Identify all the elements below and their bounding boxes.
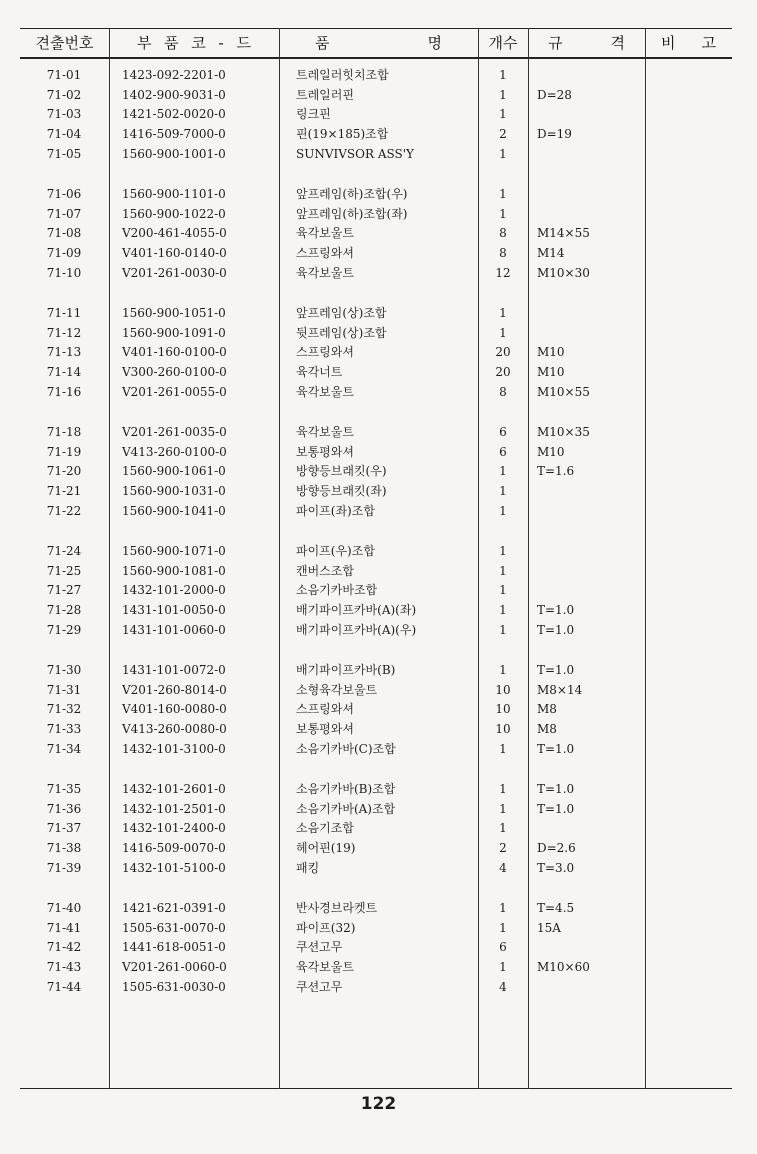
table-row (0, 601, 757, 620)
cell-no: 71-27 (46, 583, 82, 598)
cell-qty: 1 (499, 563, 507, 578)
cell-no: 71-28 (46, 603, 82, 618)
header-code (109, 30, 279, 56)
cell-qty: 12 (495, 265, 511, 280)
cell-qty: 6 (499, 444, 507, 459)
header-code-ch2: 품 (164, 34, 179, 52)
cell-qty: 20 (495, 345, 511, 360)
cell-code: 1505-631-0070-0 (122, 920, 226, 935)
cell-qty: 10 (495, 722, 511, 737)
cell-name: 육각보울트 (296, 425, 354, 439)
cell-no: 71-18 (46, 425, 82, 439)
cell-code: V401-160-0100-0 (122, 345, 227, 360)
cell-code: 1416-509-7000-0 (122, 127, 226, 142)
table-row (0, 105, 757, 124)
cell-no: 71-32 (46, 702, 82, 717)
cell-qty: 1 (499, 901, 507, 915)
header-name-ch2: 명 (427, 34, 442, 52)
cell-spec: T=1.0 (537, 622, 575, 637)
cell-name: 소음기카바(C)조합 (296, 741, 396, 756)
header-code-ch5: 드 (236, 34, 251, 52)
cell-code: 1431-101-0060-0 (122, 622, 226, 637)
cell-code: V413-260-0080-0 (122, 722, 227, 737)
header-bottom-rule (20, 57, 732, 59)
cell-spec: T=1.0 (537, 741, 575, 756)
cell-code: 1560-900-1101-0 (122, 187, 226, 201)
header-qty: 개수 (488, 34, 518, 52)
page-number: 122 (360, 1094, 397, 1114)
cell-spec: M8 (537, 722, 557, 737)
cell-no: 71-03 (46, 107, 82, 122)
cell-no: 71-22 (46, 503, 82, 518)
cell-code: 1431-101-0072-0 (122, 663, 226, 677)
cell-qty: 1 (499, 821, 507, 836)
header-code-ch3: 코 (191, 34, 206, 52)
header-code-ch1: 부 (137, 34, 152, 52)
cell-qty: 6 (499, 940, 507, 955)
cell-no: 71-19 (46, 444, 82, 459)
cell-qty: 6 (499, 425, 507, 439)
table-row (0, 324, 757, 343)
cell-qty: 1 (499, 503, 507, 518)
cell-qty: 1 (499, 68, 507, 82)
cell-code: 1560-900-1061-0 (122, 464, 226, 479)
cell-no: 71-01 (46, 68, 82, 82)
table-row (0, 958, 757, 977)
cell-name: 쿠션고무 (296, 940, 343, 955)
cell-spec: D=19 (537, 127, 572, 142)
cell-name: 방향등브래킷(우) (296, 464, 387, 479)
cell-code: 1560-900-1022-0 (122, 206, 226, 221)
cell-qty: 1 (499, 741, 507, 756)
cell-name: 보통평와셔 (296, 444, 354, 459)
header-name (279, 30, 478, 56)
cell-qty: 1 (499, 622, 507, 637)
table-row (0, 919, 757, 938)
table-row (0, 423, 757, 442)
table-row (0, 542, 757, 561)
cell-qty: 1 (499, 583, 507, 598)
cell-name: 반사경브라켓트 (296, 901, 378, 915)
cell-code: V200-461-4055-0 (122, 226, 227, 241)
cell-code: 1421-502-0020-0 (122, 107, 226, 122)
cell-no: 71-42 (46, 940, 82, 955)
cell-spec: T=1.6 (537, 464, 575, 479)
table-row (0, 661, 757, 680)
cell-name: 소음기조합 (296, 821, 354, 836)
cell-qty: 10 (495, 702, 511, 717)
cell-qty: 1 (499, 544, 507, 558)
table-row (0, 978, 757, 997)
table-row (0, 145, 757, 164)
table-row (0, 205, 757, 224)
cell-no: 71-43 (46, 960, 82, 975)
table-row (0, 819, 757, 838)
cell-spec: M14 (537, 246, 565, 261)
cell-no: 71-09 (46, 246, 82, 261)
cell-no: 71-24 (46, 544, 82, 558)
table-row (0, 899, 757, 918)
cell-qty: 1 (499, 107, 507, 122)
cell-name: 앞프레임(하)조합(우) (296, 187, 408, 201)
cell-code: 1560-900-1071-0 (122, 544, 226, 558)
cell-name: 육각너트 (296, 365, 343, 380)
cell-spec: T=1.0 (537, 801, 575, 816)
header-name-ch1: 품 (315, 34, 330, 52)
table-row (0, 938, 757, 957)
cell-no: 71-21 (46, 484, 82, 499)
table-row (0, 482, 757, 501)
cell-qty: 8 (499, 246, 507, 261)
cell-spec: M10×60 (537, 960, 590, 975)
table-row (0, 681, 757, 700)
header-no: 견출번호 (35, 34, 94, 52)
cell-qty: 1 (499, 782, 507, 796)
cell-qty: 2 (499, 127, 507, 142)
cell-name: 육각보울트 (296, 960, 354, 975)
cell-no: 71-29 (46, 622, 82, 637)
table-row (0, 125, 757, 144)
cell-name: 파이프(우)조합 (296, 544, 375, 558)
cell-name: 배기파이프카바(B) (296, 663, 396, 677)
cell-name: 소음기카바(B)조합 (296, 782, 396, 796)
cell-code: V201-261-0060-0 (122, 960, 227, 975)
cell-code: 1402-900-9031-0 (122, 87, 226, 102)
cell-code: V300-260-0100-0 (122, 365, 227, 380)
table-row (0, 462, 757, 481)
cell-spec: T=1.0 (537, 782, 575, 796)
table-row (0, 383, 757, 402)
cell-spec: M10 (537, 365, 565, 380)
cell-no: 71-05 (46, 146, 82, 161)
cell-no: 71-33 (46, 722, 82, 737)
cell-name: 방향등브래킷(좌) (296, 484, 387, 499)
cell-code: 1432-101-2601-0 (122, 782, 226, 796)
cell-code: 1560-900-1051-0 (122, 306, 226, 320)
cell-spec: M10 (537, 345, 565, 360)
table-row (0, 581, 757, 600)
cell-no: 71-44 (46, 979, 82, 994)
cell-spec: T=1.0 (537, 603, 575, 618)
cell-no: 71-08 (46, 226, 82, 241)
cell-qty: 1 (499, 206, 507, 221)
cell-qty: 1 (499, 187, 507, 201)
cell-no: 71-02 (46, 87, 82, 102)
cell-no: 71-38 (46, 841, 82, 856)
cell-name: 소음기카바조합 (296, 583, 378, 598)
cell-no: 71-37 (46, 821, 82, 836)
cell-qty: 4 (499, 979, 507, 994)
cell-spec: M14×55 (537, 226, 590, 241)
cell-code: 1416-509-0070-0 (122, 841, 226, 856)
table-top-rule (20, 28, 732, 29)
cell-no: 71-04 (46, 127, 82, 142)
cell-no: 71-34 (46, 741, 82, 756)
cell-qty: 1 (499, 146, 507, 161)
table-row (0, 740, 757, 759)
cell-code: 1505-631-0030-0 (122, 979, 226, 994)
cell-qty: 1 (499, 464, 507, 479)
cell-qty: 1 (499, 920, 507, 935)
cell-name: 배기파이프카바(A)(좌) (296, 603, 417, 618)
cell-no: 71-13 (46, 345, 82, 360)
cell-code: 1441-618-0051-0 (122, 940, 226, 955)
table-row (0, 502, 757, 521)
cell-spec: T=4.5 (537, 901, 575, 915)
cell-spec: D=28 (537, 87, 572, 102)
cell-qty: 1 (499, 663, 507, 677)
table-row (0, 720, 757, 739)
table-row (0, 343, 757, 362)
header-note-ch2: 고 (701, 34, 716, 52)
cell-name: 앞프레임(상)조합 (296, 306, 387, 320)
cell-name: 배기파이프카바(A)(우) (296, 622, 417, 637)
table-row (0, 780, 757, 799)
cell-code: V201-260-8014-0 (122, 682, 227, 697)
cell-no: 71-10 (46, 265, 82, 280)
cell-code: V201-261-0055-0 (122, 384, 227, 399)
cell-no: 71-35 (46, 782, 82, 796)
header-spec-ch1: 규 (548, 34, 563, 52)
cell-spec: D=2.6 (537, 841, 576, 856)
cell-name: 헤어핀(19) (296, 841, 356, 856)
cell-no: 71-07 (46, 206, 82, 221)
table-row (0, 244, 757, 263)
cell-code: 1432-101-5100-0 (122, 860, 226, 875)
cell-no: 71-41 (46, 920, 82, 935)
table-row (0, 86, 757, 105)
cell-name: 보통평와셔 (296, 722, 354, 737)
cell-name: 소음기카바(A)조합 (296, 801, 396, 816)
cell-code: 1432-101-3100-0 (122, 741, 226, 756)
cell-no: 71-12 (46, 325, 82, 340)
cell-name: 앞프레임(하)조합(좌) (296, 206, 408, 221)
cell-no: 71-40 (46, 901, 82, 915)
cell-code: V201-261-0035-0 (122, 425, 227, 439)
cell-code: 1560-900-1031-0 (122, 484, 226, 499)
table-row (0, 185, 757, 204)
cell-qty: 1 (499, 325, 507, 340)
cell-no: 71-31 (46, 682, 82, 697)
cell-spec: M8 (537, 702, 557, 717)
cell-code: 1560-900-1041-0 (122, 503, 226, 518)
cell-name: 트레일러힛치조합 (296, 68, 389, 82)
cell-no: 71-39 (46, 860, 82, 875)
cell-no: 71-16 (46, 384, 82, 399)
cell-code: V201-261-0030-0 (122, 265, 227, 280)
cell-code: V401-160-0080-0 (122, 702, 227, 717)
header-note-ch1: 비 (661, 34, 676, 52)
cell-qty: 1 (499, 603, 507, 618)
cell-no: 71-14 (46, 365, 82, 380)
cell-qty: 1 (499, 87, 507, 102)
cell-no: 71-06 (46, 187, 82, 201)
cell-code: 1560-900-1091-0 (122, 325, 226, 340)
cell-spec: T=3.0 (537, 860, 575, 875)
cell-qty: 8 (499, 226, 507, 241)
cell-code: 1560-900-1001-0 (122, 146, 226, 161)
header-spec (528, 30, 645, 56)
cell-qty: 4 (499, 860, 507, 875)
table-row (0, 66, 757, 85)
cell-code: 1432-101-2400-0 (122, 821, 226, 836)
cell-qty: 8 (499, 384, 507, 399)
cell-spec: M10×30 (537, 265, 590, 280)
cell-no: 71-30 (46, 663, 82, 677)
cell-name: 소형육각보울트 (296, 682, 378, 697)
table-row (0, 700, 757, 719)
cell-name: 쿠션고무 (296, 979, 343, 994)
cell-name: 뒷프레임(상)조합 (296, 325, 387, 340)
table-row (0, 621, 757, 640)
cell-qty: 1 (499, 306, 507, 320)
table-row (0, 363, 757, 382)
table-row (0, 304, 757, 323)
cell-spec: M10×35 (537, 425, 590, 439)
cell-qty: 10 (495, 682, 511, 697)
table-row (0, 562, 757, 581)
cell-no: 71-36 (46, 801, 82, 816)
cell-qty: 2 (499, 841, 507, 856)
table-row (0, 800, 757, 819)
table-bottom-rule (20, 1088, 732, 1089)
cell-name: 파이프(32) (296, 920, 356, 935)
cell-name: 캔버스조합 (296, 563, 354, 578)
cell-spec: M10×55 (537, 384, 590, 399)
cell-name: 핀(19×185)조합 (296, 127, 389, 142)
header-spec-ch2: 격 (610, 34, 625, 52)
cell-code: 1421-621-0391-0 (122, 901, 226, 915)
cell-code: 1431-101-0050-0 (122, 603, 226, 618)
table-row (0, 443, 757, 462)
cell-code: V413-260-0100-0 (122, 444, 227, 459)
header-note (645, 30, 732, 56)
cell-name: 패킹 (296, 860, 320, 875)
table-row (0, 839, 757, 858)
cell-spec: 15A (537, 920, 561, 935)
cell-code: 1423-092-2201-0 (122, 68, 226, 82)
cell-spec: M10 (537, 444, 565, 459)
table-row (0, 264, 757, 283)
cell-name: 링크핀 (296, 107, 331, 122)
cell-name: 스프링와셔 (296, 246, 354, 261)
cell-no: 71-25 (46, 563, 82, 578)
cell-code: 1560-900-1081-0 (122, 563, 226, 578)
cell-name: 트레일러핀 (296, 87, 354, 102)
cell-no: 71-11 (46, 306, 82, 320)
cell-name: SUNVIVSOR ASS'Y (296, 146, 414, 161)
cell-code: V401-160-0140-0 (122, 246, 227, 261)
cell-code: 1432-101-2501-0 (122, 801, 226, 816)
cell-qty: 1 (499, 960, 507, 975)
cell-name: 스프링와셔 (296, 702, 354, 717)
cell-qty: 20 (495, 365, 511, 380)
cell-spec: T=1.0 (537, 663, 575, 677)
cell-qty: 1 (499, 484, 507, 499)
cell-no: 71-20 (46, 464, 82, 479)
cell-code: 1432-101-2000-0 (122, 583, 226, 598)
cell-name: 스프링와셔 (296, 345, 354, 360)
header-code-ch4: - (218, 34, 224, 52)
table-row (0, 859, 757, 878)
cell-name: 육각보울트 (296, 226, 354, 241)
table-row (0, 224, 757, 243)
cell-name: 육각보울트 (296, 384, 354, 399)
cell-name: 육각보울트 (296, 265, 354, 280)
cell-spec: M8×14 (537, 682, 583, 697)
cell-name: 파이프(좌)조합 (296, 503, 375, 518)
cell-qty: 1 (499, 801, 507, 816)
